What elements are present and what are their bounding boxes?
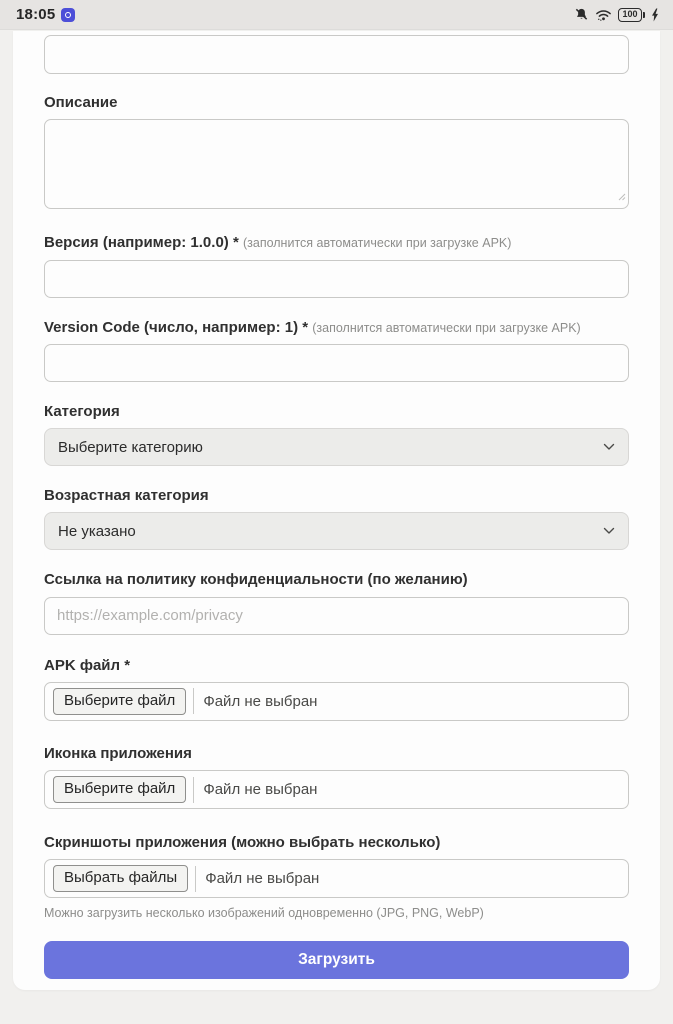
upload-form-card — [13, 31, 660, 990]
description-textarea[interactable] — [44, 119, 629, 209]
battery-icon — [618, 8, 645, 22]
app-icon-file-status: Файл не выбран — [203, 781, 318, 798]
category-select[interactable] — [44, 428, 629, 466]
upload-submit-button[interactable]: Загрузить — [44, 941, 629, 979]
apk-file-input[interactable] — [44, 682, 629, 721]
app-icon-choose-button[interactable]: Выберите файл — [53, 776, 186, 803]
age-category-label: Возрастная категория — [44, 487, 209, 504]
version-hint: (заполнится автоматически при загрузке APK) — [242, 236, 512, 251]
version-code-label: Version Code (число, например: 1) * — [44, 318, 309, 336]
version-label: Версия (например: 1.0.0) * — [44, 234, 239, 252]
app-name-input[interactable] — [44, 35, 629, 74]
description-label: Описание — [44, 94, 118, 111]
chevron-down-icon — [603, 438, 615, 456]
bell-slash-icon — [574, 7, 589, 22]
screenshots-choose-button[interactable]: Выбрать файлы — [53, 865, 188, 892]
divider — [195, 866, 196, 892]
status-bar — [0, 0, 673, 30]
app-icon-file-input[interactable] — [44, 770, 629, 809]
battery-level: 100 — [622, 9, 638, 19]
privacy-policy-input[interactable] — [44, 597, 629, 635]
version-code-input[interactable] — [44, 344, 629, 382]
apk-file-status: Файл не выбран — [203, 692, 318, 710]
clock: 18:05 — [16, 6, 56, 23]
category-label: Категория — [44, 402, 120, 420]
app-icon-label: Иконка приложения — [44, 744, 192, 762]
age-category-select-value: Не указано — [58, 522, 136, 540]
screenshots-help-text: Можно загрузить несколько изображений одновременно (JPG, PNG, WebP) — [44, 906, 484, 921]
apk-file-label: APK файл * — [44, 656, 131, 674]
category-select-value: Выберите категорию — [58, 438, 203, 456]
divider — [193, 688, 194, 714]
screenshots-file-status: Файл не выбран — [205, 870, 320, 888]
charging-bolt-icon — [651, 8, 659, 22]
resize-grip-icon[interactable] — [617, 188, 626, 206]
app-notification-icon — [61, 8, 75, 22]
divider — [193, 777, 194, 803]
wifi-icon — [595, 8, 612, 22]
screenshots-file-input[interactable] — [44, 859, 629, 898]
apk-file-choose-button[interactable]: Выберите файл — [53, 688, 186, 715]
age-category-select[interactable] — [44, 512, 629, 550]
privacy-policy-label: Ссылка на политику конфиденциальности (по желанию) — [44, 571, 468, 589]
version-code-hint: (заполнится автоматически при загрузке APK) — [312, 320, 581, 335]
version-input[interactable] — [44, 260, 629, 298]
screenshots-label: Скриншоты приложения (можно выбрать несколько) — [44, 834, 441, 851]
chevron-down-icon — [603, 522, 615, 540]
